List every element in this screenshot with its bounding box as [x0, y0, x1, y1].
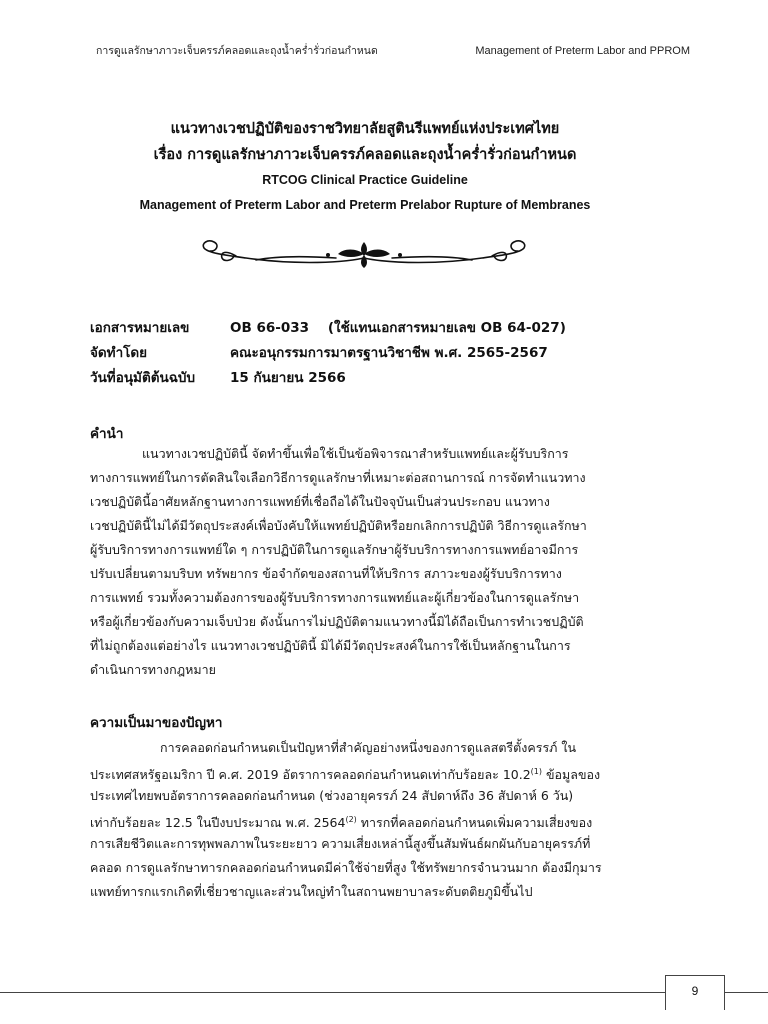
- foreword-paragraph: [90, 442, 690, 682]
- background-paragraph: [90, 736, 690, 904]
- section-heading-background: ความเป็นมาของปัญหา: [90, 715, 223, 731]
- line-text: ประเทศสหรัฐอเมริกา ปี ค.ศ. 2019 อัตราการคลอดก่อนกำหนดเท่ากับร้อยละ 10.2: [90, 767, 531, 783]
- paragraph-line: การแพทย์ รวมทั้งความต้องการของผู้รับบริการทางการแพทย์และผู้เกี่ยวข้องในการดูแลรักษา: [90, 590, 580, 605]
- paragraph-line: การคลอดก่อนกำหนดเป็นปัญหาที่สำคัญอย่างหนึ่งของการดูแลสตรีตั้งครรภ์ ใน: [160, 740, 577, 755]
- paragraph-line: คลอด การดูแลรักษาทารกคลอดก่อนกำหนดมีค่าใช้จ่ายที่สูง ใช้ทรัพยากรจำนวนมาก ต้องมีกุมาร: [90, 860, 602, 875]
- line-text: ข้อมูลของ: [542, 767, 601, 783]
- meta-label: วันที่อนุมัติต้นฉบับ: [90, 370, 196, 386]
- paragraph-line: ทางการแพทย์ในการตัดสินใจเลือกวิธีการดูแลรักษาที่เหมาะต่อสถานการณ์ การจัดทำแนวทาง: [90, 470, 586, 485]
- paragraph-line: เวชปฏิบัตินี้ไม่ได้มีวัตถุประสงค์เพื่อบังคับให้แพทย์ปฏิบัติหรือยกเลิกการปฏิบัติ วิธีการดูแลรักษา: [90, 518, 587, 533]
- paragraph-line: ที่ไม่ถูกต้องแต่อย่างไร แนวทางเวชปฏิบัตินี้ มิได้มีวัตถุประสงค์ในการใช้เป็นหลักฐานในการ: [90, 638, 571, 653]
- meta-row-approval-date: [90, 366, 690, 391]
- paragraph-line: แพทย์ทารกแรกเกิดที่เชี่ยวชาญและส่วนใหญ่ทำในสถานพยาบาลระดับตติยภูมิขึ้นไป: [90, 884, 533, 899]
- paragraph-line: ปรับเปลี่ยนตามบริบท ทรัพยากร ข้อจำกัดของสถานที่ให้บริการ สภาวะของผู้รับบริการทาง: [90, 566, 562, 581]
- citation-superscript: (1): [530, 767, 543, 776]
- paragraph-line: หรือผู้เกี่ยวข้องกับความเจ็บป่วย ดังนั้นการไม่ปฏิบัติตามแนวทางนี้มิได้ถือเป็นการทำเวชปฏิบัติ: [90, 614, 584, 629]
- meta-value: OB 66-033 (ใช้แทนเอกสารหมายเลข OB 64-027): [230, 320, 566, 336]
- footer-rule: [0, 992, 768, 993]
- meta-row-prepared-by: [90, 341, 690, 366]
- paragraph-line: เวชปฏิบัตินี้อาศัยหลักฐานทางการแพทย์ที่เชื่อถือได้ในปัจจุบันเป็นส่วนประกอบ แนวทาง: [90, 494, 550, 509]
- section-heading-foreword: คำนำ: [90, 426, 124, 442]
- meta-label: จัดทำโดย: [90, 345, 148, 361]
- paragraph-line: ดำเนินการทางกฎหมาย: [90, 662, 216, 677]
- title-line-thai-1: แนวทางเวชปฏิบัติของราชวิทยาลัยสูตินรีแพทย์แห่งประเทศไทย: [170, 121, 560, 137]
- line-text: ทารกที่คลอดก่อนกำหนดเพิ่มความเสี่ยงของ: [356, 815, 593, 831]
- paragraph-line: [90, 808, 690, 832]
- document-metadata: [90, 316, 690, 391]
- ornamental-divider-icon: [196, 234, 532, 272]
- page-number: 9: [691, 984, 699, 998]
- paragraph-line: ประเทศไทยพบอัตราการคลอดก่อนกำหนด (ช่วงอายุครรภ์ 24 สัปดาห์ถึง 36 สัปดาห์ 6 วัน): [90, 788, 574, 803]
- running-header-english: Management of Preterm Labor and PPROM: [475, 45, 690, 57]
- title-line-thai-2: เรื่อง การดูแลรักษาภาวะเจ็บครรภ์คลอดและถุงน้ำคร่ำรั่วก่อนกำหนด: [153, 147, 577, 163]
- title-line-english-2: Management of Preterm Labor and Preterm Prelabor Rupture of Membranes: [139, 198, 591, 212]
- meta-label: เอกสารหมายเลข: [90, 320, 190, 336]
- meta-row-document-number: [90, 316, 690, 341]
- meta-value: คณะอนุกรรมการมาตรฐานวิชาชีพ พ.ศ. 2565-2567: [230, 345, 548, 361]
- meta-value: 15 กันยายน 2566: [230, 370, 346, 386]
- document-title: [60, 116, 670, 218]
- paragraph-line: แนวทางเวชปฏิบัตินี้ จัดทำขึ้นเพื่อใช้เป็นข้อพิจารณาสำหรับแพทย์และผู้รับบริการ: [142, 446, 569, 461]
- title-line-english-1: RTCOG Clinical Practice Guideline: [262, 173, 468, 187]
- paragraph-line: [90, 760, 690, 784]
- citation-superscript: (2): [345, 815, 357, 824]
- line-text: เท่ากับร้อยละ 12.5 ในปีงบประมาณ พ.ศ. 2564: [90, 815, 346, 831]
- paragraph-line: การเสียชีวิตและการทุพพลภาพในระยะยาว ความเสี่ยงเหล่านี้สูงขึ้นสัมพันธ์ผกผันกับอายุครรภ์ที่: [90, 836, 591, 851]
- paragraph-line: ผู้รับบริการทางการแพทย์ใด ๆ การปฏิบัติในการดูแลรักษาผู้รับบริการทางการแพทย์อาจมีการ: [90, 542, 579, 557]
- running-header-thai: การดูแลรักษาภาวะเจ็บครรภ์คลอดและถุงน้ำคร่ำรั่วก่อนกำหนด: [96, 45, 378, 57]
